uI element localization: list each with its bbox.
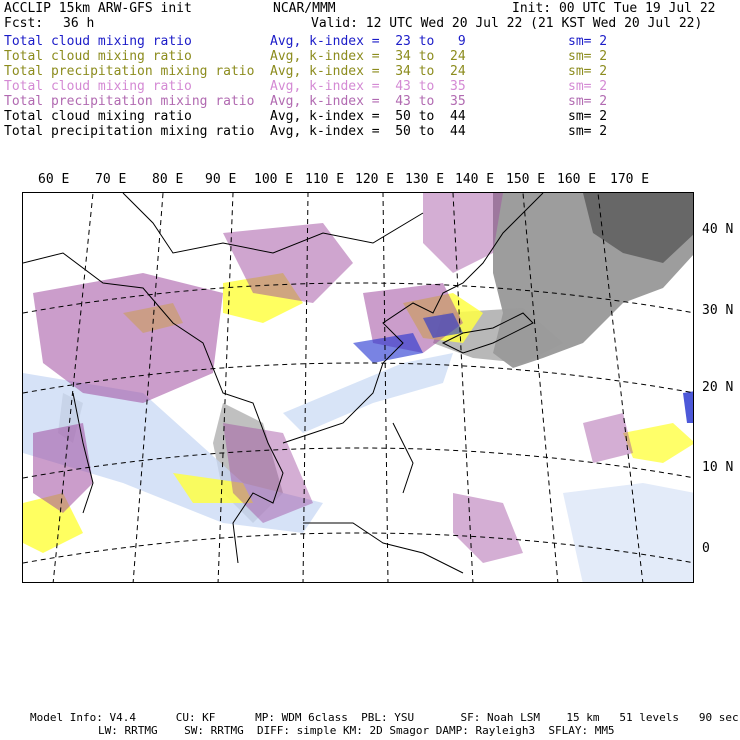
field-name: Total cloud mixing ratio (4, 34, 192, 49)
longitude-label: 140 E (455, 172, 495, 187)
latitude-label: 20 N (702, 380, 734, 395)
field-avg-range: Avg, k-index = 34 to 24 (270, 49, 466, 64)
latitude-label: 0 (702, 541, 710, 556)
field-avg-range: Avg, k-index = 23 to 9 (270, 34, 466, 49)
latitude-label: 30 N (702, 303, 734, 318)
field-smoothing: sm= 2 (568, 34, 608, 49)
model-info-line1: Model Info: V4.4 CU: KF MP: WDM 6class PBL: YSU SF: Noah LSM 15 km 51 levels 90 sec (30, 711, 739, 724)
valid-time: Valid: 12 UTC Wed 20 Jul 22 (21 KST Wed 20 Jul 22) (311, 16, 703, 31)
init-time: Init: 00 UTC Tue 19 Jul 22 (512, 1, 716, 16)
longitude-label: 60 E (38, 172, 70, 187)
field-smoothing: sm= 2 (568, 64, 608, 79)
field-smoothing: sm= 2 (568, 109, 608, 124)
field-name: Total precipitation mixing ratio (4, 124, 255, 139)
field-avg-range: Avg, k-index = 50 to 44 (270, 109, 466, 124)
longitude-label: 170 E (610, 172, 650, 187)
field-smoothing: sm= 2 (568, 79, 608, 94)
longitude-label: 160 E (557, 172, 597, 187)
longitude-label: 120 E (355, 172, 395, 187)
plot-title: ACCLIP 15km ARW-GFS init (4, 1, 192, 16)
field-smoothing: sm= 2 (568, 124, 608, 139)
longitude-label: 100 E (254, 172, 294, 187)
model-info-line2: LW: RRTMG SW: RRTMG DIFF: simple KM: 2D Smagor DAMP: Rayleigh3 SFLAY: MM5 (98, 724, 615, 737)
forecast-hours: 36 h (63, 16, 95, 31)
field-smoothing: sm= 2 (568, 49, 608, 64)
field-avg-range: Avg, k-index = 34 to 24 (270, 64, 466, 79)
organization-label: NCAR/MMM (273, 1, 336, 16)
field-avg-range: Avg, k-index = 50 to 44 (270, 124, 466, 139)
field-name: Total precipitation mixing ratio (4, 94, 255, 109)
longitude-label: 70 E (95, 172, 127, 187)
field-avg-range: Avg, k-index = 43 to 35 (270, 94, 466, 109)
field-name: Total precipitation mixing ratio (4, 64, 255, 79)
forecast-label: Fcst: (4, 16, 44, 31)
longitude-label: 150 E (506, 172, 546, 187)
longitude-label: 80 E (152, 172, 184, 187)
map-canvas (23, 193, 694, 583)
field-name: Total cloud mixing ratio (4, 109, 192, 124)
field-smoothing: sm= 2 (568, 94, 608, 109)
field-avg-range: Avg, k-index = 43 to 35 (270, 79, 466, 94)
longitude-label: 130 E (405, 172, 445, 187)
longitude-label: 90 E (205, 172, 237, 187)
field-name: Total cloud mixing ratio (4, 49, 192, 64)
forecast-map (22, 192, 694, 583)
field-name: Total cloud mixing ratio (4, 79, 192, 94)
latitude-label: 10 N (702, 460, 734, 475)
longitude-label: 110 E (305, 172, 345, 187)
latitude-label: 40 N (702, 222, 734, 237)
